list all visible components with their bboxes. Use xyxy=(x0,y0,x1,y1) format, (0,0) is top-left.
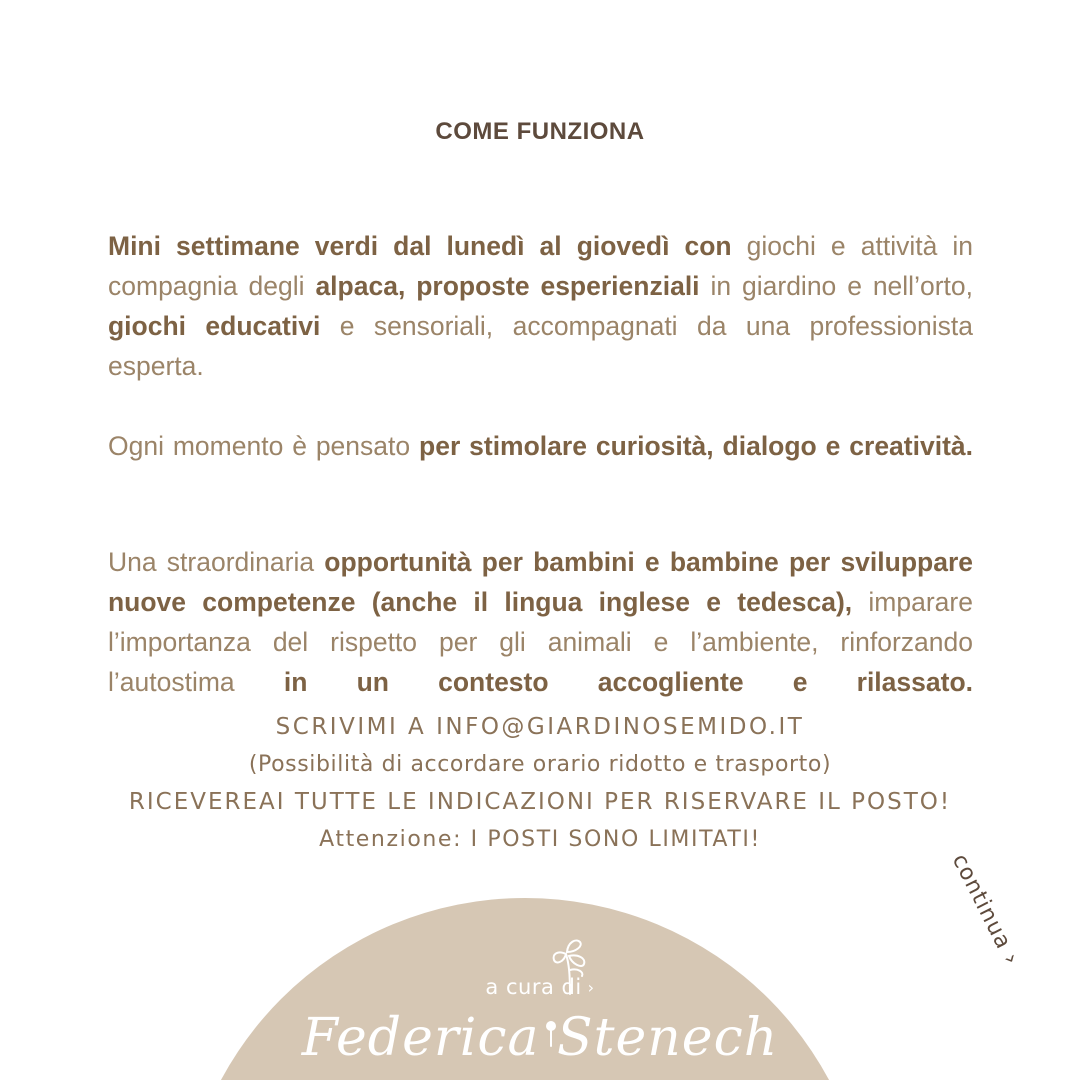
info-line-warning: Attenzione: I POSTI SONO LIMITATI! xyxy=(319,827,761,852)
paragraph-1b xyxy=(108,426,973,506)
credit-text: a cura di xyxy=(485,975,582,999)
info-line-note: (Possibilità di accordare orario ridotto e trasporto) xyxy=(248,752,832,777)
paragraph-2 xyxy=(108,542,973,742)
page-title: COME FUNZIONA xyxy=(435,118,645,145)
para1-line-c-bold: giochi educativi xyxy=(108,311,321,341)
info-line-instructions: RICEVEREAI TUTTE LE INDICAZIONI PER RISERVARE IL POSTO! xyxy=(128,789,952,815)
continua-text: continua xyxy=(946,849,1017,954)
para1-line-c-tail: e sensoriali, xyxy=(339,311,494,341)
para1-line-b-rest: attività in compagnia degli xyxy=(108,231,973,301)
credit-label xyxy=(0,975,1080,999)
para2-line-d-bold: in un contesto xyxy=(283,667,549,697)
para1-line-d: accompagnati da una professionista esperta. xyxy=(108,311,973,381)
para1-line-a-rest: giochi e xyxy=(746,231,846,261)
para2-line-c-bold: tedesca), xyxy=(737,587,853,617)
signature: Federica Stenech xyxy=(301,1008,779,1068)
para1-line-c-rest: giardino e nell’orto, xyxy=(742,271,973,301)
paragraph-1 xyxy=(108,226,973,426)
para1-line-b-bold: alpaca, proposte esperienziali xyxy=(315,271,700,301)
para1-line-e-rest: Ogni momento è pensato xyxy=(108,431,420,461)
contact-info xyxy=(0,714,1080,864)
para1-line-b-tail: in xyxy=(710,271,732,301)
para2-line-d-rest: l’ambiente, rinforzando l’autostima xyxy=(108,627,973,697)
info-line-email: SCRIVIMI A INFO@GIARDINOSEMIDO.IT xyxy=(275,714,805,740)
para2-line-b-bold: sviluppare nuove competenze (anche il lingua inglese e xyxy=(108,547,973,617)
para1-line-e-bold: per stimolare curiosità, dialogo e xyxy=(419,431,841,461)
para2-line-a-rest: Una straordinaria xyxy=(108,547,325,577)
credit-arrow-icon: › xyxy=(587,978,595,997)
para2-line-e-bold: accogliente e rilassato. xyxy=(597,667,973,697)
body-copy xyxy=(108,226,973,742)
para2-line-c-rest: imparare l’importanza del rispetto per gli animali e xyxy=(108,587,973,657)
para1-line-f-bold: creatività. xyxy=(849,431,974,461)
para2-line-a-bold: opportunità per bambini e bambine per xyxy=(324,547,831,577)
chevron-right-icon: › xyxy=(997,949,1025,970)
para1-line-a-bold: Mini settimane verdi dal lunedì al giovedì con xyxy=(108,231,732,261)
paragraph-spacer xyxy=(108,506,973,542)
